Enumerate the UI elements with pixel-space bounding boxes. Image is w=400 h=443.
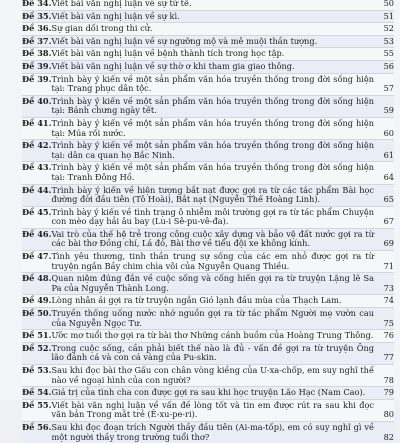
toc-entry-number: Đề 36. [22,23,52,34]
toc-entry-number: Đề 45. [22,206,52,217]
toc-entry-number: Đề 47. [22,251,52,262]
toc-entry-page-number: 52 [383,23,394,34]
toc-entry [22,421,394,443]
toc-entry-number: Đề 34. [22,0,52,8]
toc-entry [22,250,394,272]
toc-entry-title: Viết bài văn nghị luận về sự tử tế. [51,0,192,8]
toc-entry-page-number: 74 [383,295,394,306]
toc-entry [22,35,394,48]
toc-entry-page-number: 59 [383,105,394,116]
toc-entry-title: Sự gian dối trong thi cử. [51,23,153,34]
toc-entry [22,329,394,342]
toc-entry [22,342,394,364]
toc-entry-title: Viết bài văn nghị luận về vấn đề lòng tốt và tin em được rút ra sau khi đọc văn bản Trong mắt trẻ (Ê-xu-pe-ri). [51,399,374,420]
toc-entry-title: Viết bài văn nghị luận về sự ngưỡng mộ và mê muội thần tượng. [51,35,318,46]
toc-entry-title: Viết bài văn nghị luận về sự kì. [51,10,180,21]
toc-entry [22,228,394,250]
toc-entry-title: Quan niệm đúng đắn về cuộc sống và cống hiến gợi ra từ truyện Lặng lẽ Sa Pa của Nguyễn Thành Long. [51,273,374,293]
toc-entry [22,307,394,329]
toc-entry-number: Đề 39. [22,73,52,84]
toc-entry [22,161,394,183]
toc-entry-title: Giá trị của tình cha con được gợi ra sau khi học truyện Lão Hạc (Nam Cao). [51,387,366,398]
toc-entry-number: Đề 37. [22,35,52,46]
toc-entry [22,47,394,60]
toc-entry-page-number: 69 [383,238,394,249]
toc-entry-title: Trình bày ý kiến về tình trạng ô nhiễm môi trường gợi ra từ tác phẩm Chuyện con mèo dạy hải âu bay (Lu-i Sê-pu-vê-đa). [51,206,374,227]
toc-entry-number: Đề 41. [22,117,52,128]
toc-entry-page-number: 60 [383,127,394,138]
toc-entry-title: Viết bài văn nghị luận về sự thờ ơ khi tham gia giao thông. [51,60,295,71]
toc-entry-title: Truyền thống uống nước nhớ nguồn gợi ra từ tác phẩm Người mẹ vườn cau của Nguyễn Ngọc Tư. [51,308,374,328]
toc-entry-number: Đề 55. [22,399,52,410]
toc-entry-title: Vai trò của thế hệ trẻ trong công cuộc xây dựng và bảo vệ đất nước gợi ra từ các bài thơ Đồng chí, Lá đỏ, Bài thơ về tiểu đội xe không kính. [51,228,374,249]
toc-entry [22,139,394,161]
toc-entry-page-number: 55 [383,48,394,59]
toc-entry-title: Trình bày ý kiến về một sản phẩm văn hóa truyền thống trong đời sống hiện tại: dân ca quan họ Bắc Ninh. [51,140,374,160]
toc-entry-page-number: 80 [383,409,394,420]
toc-entry-number: Đề 53. [22,365,52,375]
toc-entry [22,60,394,73]
toc-entry-page-number: 64 [383,171,394,182]
table-of-contents [22,0,394,443]
toc-entry-title: Trình bày ý kiến về hiện tượng bắt nạt được gợi ra từ các tác phẩm Bài học đường đời đầu tiên (Tô Hoài), Bắt nạt (Nguyễn Thế Hoàng Linh). [51,184,374,205]
toc-entry [22,95,394,117]
toc-entry-title: Ước mơ tuổi thơ gợi ra từ bài thơ Những cánh buồm của Hoàng Trung Thông. [51,330,374,341]
toc-entry-title: Trình bày ý kiến về một sản phẩm văn hóa truyền thống trong đời sống hiện tại: Bánh chưng ngày tết. [51,95,374,116]
toc-entry-page-number: 77 [383,352,394,363]
toc-entry-number: Đề 56. [22,421,52,432]
toc-entry [22,399,394,421]
toc-entry-page-number: 82 [383,431,394,442]
toc-entry-page-number: 73 [383,282,394,293]
toc-entry-number: Đề 49. [22,295,52,306]
toc-entry-title: Trình bày ý kiến về một sản phẩm văn hóa truyền thống trong đời sống hiện tại: Trang phục dân tộc. [51,73,374,94]
toc-entry [22,117,394,139]
toc-entry [22,386,394,399]
toc-entry-number: Đề 43. [22,162,52,173]
toc-entry-page-number: 78 [383,374,394,385]
toc-entry-page-number: 76 [383,330,394,341]
toc-entry [22,364,394,386]
toc-entry-number: Đề 46. [22,228,52,239]
toc-entry-page-number: 67 [383,216,394,227]
toc-entry-number: Đề 38. [22,48,52,59]
toc-entry-number: Đề 35. [22,10,52,21]
toc-entry [22,184,394,206]
toc-entry-number: Đề 39. [22,60,52,71]
toc-entry-page-number: 57 [383,83,394,94]
toc-entry-title: Trong cuộc sống, cần phải biết thế nào là đủ - vấn đề gợi ra từ truyện Ông lão đánh cá và con cá vàng của Pu-skin. [51,342,374,363]
toc-entry-title: Lòng nhân ái gợi ra từ truyện ngắn Gió lạnh đầu mùa của Thạch Lam. [51,295,342,306]
toc-entry-page-number: 56 [383,60,394,71]
toc-entry-page-number: 79 [383,387,394,398]
toc-entry-number: Đề 52. [22,342,52,353]
toc-entry-number: Đề 44. [22,184,52,195]
toc-entry [22,10,394,23]
toc-entry-page-number: 75 [383,317,394,328]
toc-entry-title: Sau khi đọc bài thơ Gấu con chân vòng kiềng của U-xa-chốp, em suy nghĩ thế nào về ngoại hình của con người? [51,365,374,385]
toc-entry-number: Đề 51. [22,330,52,341]
toc-entry-title: Viết bài văn nghị luận về bệnh thành tích trong học tập. [51,48,285,59]
toc-entry [22,0,394,10]
toc-entry-number: Đề 40. [22,95,52,106]
toc-entry-page-number: 53 [383,35,394,46]
toc-entry-title: Trình bày ý kiến về một sản phẩm văn hóa truyền thống trong đời sống hiện tại: Múa rối nước. [51,117,374,138]
toc-entry-page-number: 61 [383,149,394,160]
toc-entry [22,206,394,228]
toc-entry-page-number: 71 [383,260,394,271]
toc-entry [22,272,394,294]
toc-entry-page-number: 50 [383,0,394,8]
toc-entry-title: Trình bày ý kiến về một sản phẩm văn hóa truyền thống trong đời sống hiện tại: Tranh Đông Hồ. [51,162,374,182]
toc-entry-title: Sau khi đọc đoạn trích Người thầy đầu tiên (Ai-ma-tốp), em có suy nghĩ gì về một người thầy trong trường tuổi thơ? [51,421,374,442]
toc-entry [22,73,394,95]
toc-entry-number: Đề 48. [22,273,52,284]
toc-entry-number: Đề 42. [22,140,52,151]
toc-entry-number: Đề 54. [22,387,52,398]
toc-entry-page-number: 51 [383,10,394,21]
toc-entry [22,22,394,35]
toc-entry-page-number: 65 [383,194,394,205]
toc-entry-title: Tình yêu thương, tinh thần trung sự sống của các em nhỏ được gợi ra từ truyện ngắn Bầy chim chìa vôi của Nguyễn Quang Thiều. [51,251,374,271]
toc-entry [22,294,394,307]
toc-entry-number: Đề 50. [22,308,52,319]
